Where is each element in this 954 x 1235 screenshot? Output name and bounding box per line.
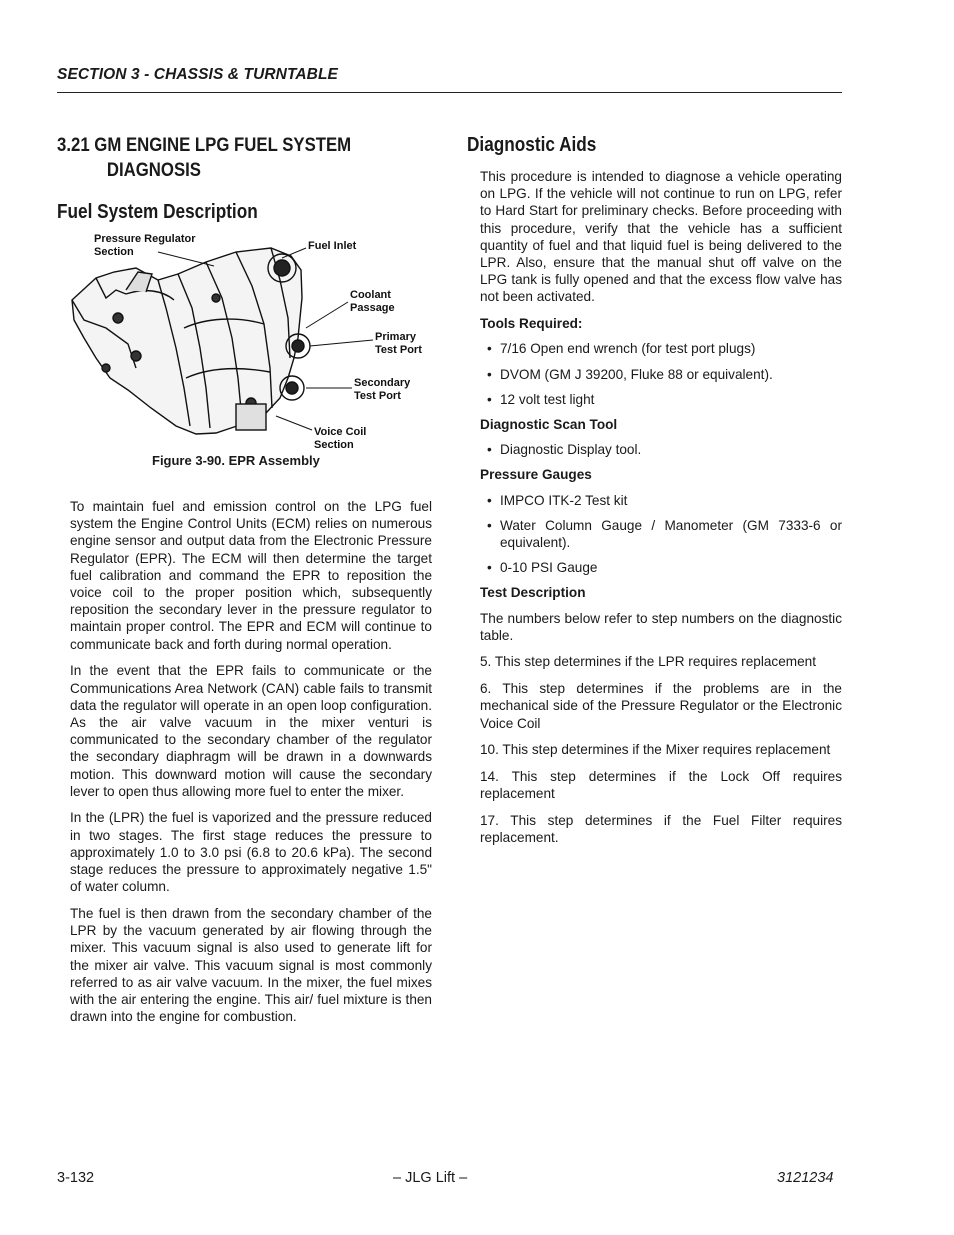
figure-caption: Figure 3-90. EPR Assembly	[152, 453, 320, 468]
list-item: • DVOM (GM J 39200, Fluke 88 or equivalent).	[480, 366, 842, 383]
list-item: • 0-10 PSI Gauge	[480, 559, 842, 576]
left-column-body	[70, 498, 432, 1035]
step-item: 10. This step determines if the Mixer requires replacement	[480, 742, 831, 758]
scan-tool-heading: Diagnostic Scan Tool	[480, 416, 618, 432]
label-voice-coil: Voice Coil	[314, 426, 367, 438]
label-coolant-passage: Passage	[350, 302, 395, 314]
main-heading-line2: DIAGNOSIS	[106, 159, 201, 181]
list-item: • 12 volt test light	[480, 391, 842, 408]
label-secondary-test-port: Test Port	[354, 390, 401, 402]
label-pressure-regulator: Pressure Regulator	[94, 233, 196, 245]
list-item: • 7/16 Open end wrench (for test port plugs)	[480, 340, 842, 357]
label-primary: Primary	[375, 331, 416, 343]
paragraph: The fuel is then drawn from the secondary chamber of the LPR by the vacuum generated by air flowing through the mixer. This vacuum signal is also used to generate lift for the mixer air valve. This vacuum signal is most commonly referred to as air valve vacuum. In the mixer, the fuel mixes with the air entering the engine. This air/ fuel mixture is then drawn into the engine for combustion.	[70, 905, 432, 1025]
paragraph: In the (LPR) the fuel is vaporized and the pressure reduced in two stages. The first stage reduces the pressure to approximately 1.0 to 3.0 psi (6.8 to 20.6 kPa). The second stage reduces the pressure to approximately negative 1.5" of water column.	[70, 810, 432, 895]
diagnostic-intro: This procedure is intended to diagnose a vehicle operating on LPG. If the vehicle will not continue to run on LPG, refer to Hard Start for preliminary checks. Before proceeding with this procedure, verify that the vehicle has a sufficient quantity of fuel and that liquid fuel is being delivered to the LPR. Also, ensure that the manual shut off valve on the LPG tank is fully opened and that the excess flow valve has not been activated.	[480, 169, 842, 305]
scan-tool-list	[480, 441, 842, 458]
list-item: • Diagnostic Display tool.	[480, 441, 842, 458]
label-coolant: Coolant	[350, 289, 391, 301]
pressure-gauges-heading: Pressure Gauges	[480, 467, 592, 483]
test-intro: The numbers below refer to step numbers on the diagnostic table.	[480, 610, 842, 643]
label-pressure-regulator-section: Section	[94, 246, 134, 258]
main-heading	[57, 133, 367, 183]
footer-center: – JLG Lift –	[393, 1170, 468, 1186]
diagnostic-aids-heading: Diagnostic Aids	[467, 134, 597, 156]
step-item: 5. This step determines if the LPR requires replacement	[480, 654, 816, 670]
page-number: 3-132	[57, 1170, 95, 1186]
section-header	[57, 66, 842, 93]
step-item: 14. This step determines if the Lock Off requires replacement	[480, 768, 842, 802]
epr-assembly-figure	[66, 228, 436, 458]
paragraph: To maintain fuel and emission control on the LPG fuel system the Engine Control Units (ECM) relies on numerous engine sensor and output data from the Electronic Pressure Regulator (EPR). The ECM will then determine the target fuel calibration and command the EPR to reposition the voice coil to the proper position which, subsequently reposition the secondary lever in the pressure regulator to maintain proper control. The EPR and ECM will continue to communicate back and forth during normal operation.	[70, 499, 432, 652]
document-number: 3121234	[777, 1170, 834, 1186]
label-primary-test-port: Test Port	[375, 344, 422, 356]
label-fuel-inlet: Fuel Inlet	[308, 240, 357, 252]
tools-list	[480, 340, 842, 408]
label-voice-coil-section: Section	[314, 439, 354, 451]
epr-assembly-drawing	[72, 248, 310, 434]
paragraph: In the event that the EPR fails to communicate or the Communications Area Network (CAN) cable fails to transmit data the regulator will operate in an open loop configuration. As the air valve vacuum in the mixer venturi is communicated to the secondary chamber of the regulator the secondary diaphragm will be drawn in a downwards motion. This downward motion will cause the secondary lever to open thus allowing more fuel to enter the mixer.	[70, 663, 432, 799]
test-description-heading: Test Description	[480, 585, 586, 601]
list-item: • Water Column Gauge / Manometer (GM 7333-6 or equivalent).	[480, 517, 842, 551]
main-heading-line1: 3.21 GM ENGINE LPG FUEL SYSTEM	[57, 134, 352, 156]
right-column-body	[480, 168, 842, 856]
tools-required-heading: Tools Required:	[480, 316, 583, 332]
fuel-system-description-heading: Fuel System Description	[57, 201, 258, 223]
list-item: • IMPCO ITK-2 Test kit	[480, 492, 842, 509]
step-item: 17. This step determines if the Fuel Filter requires replacement.	[480, 812, 842, 846]
pressure-gauges-list	[480, 492, 842, 577]
label-secondary: Secondary	[354, 377, 411, 389]
step-item: 6. This step determines if the problems are in the mechanical side of the Pressure Regulator or the Electronic Voice Coil	[480, 681, 842, 731]
section-title: SECTION 3 - CHASSIS & TURNTABLE	[57, 66, 338, 83]
